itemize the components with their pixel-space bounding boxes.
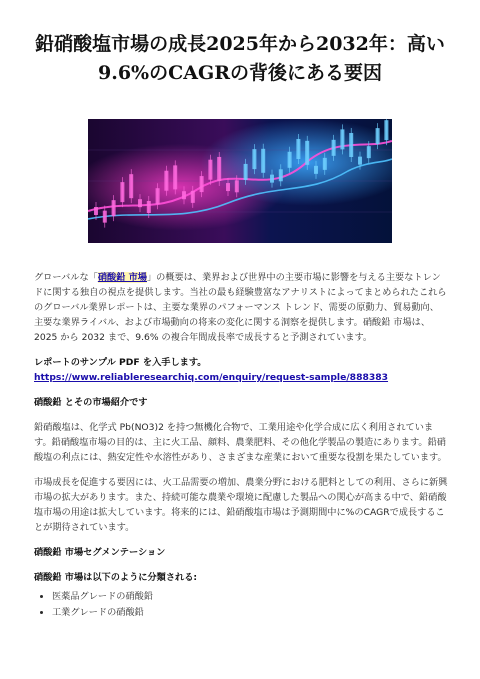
candle-body <box>112 200 116 216</box>
section-heading-intro: 硝酸鉛 とその市場紹介です <box>34 397 148 408</box>
segmentation-subheading: 硝酸鉛 市場は以下のように分類される: <box>34 572 198 583</box>
candle-body <box>288 152 292 168</box>
candle-body <box>252 149 256 169</box>
candle-body <box>226 183 230 191</box>
candle-body <box>147 201 151 213</box>
candle-body <box>173 165 177 189</box>
candle-body <box>279 169 283 181</box>
candle-body <box>332 140 336 156</box>
article-body <box>34 270 448 621</box>
candle-body <box>94 207 98 215</box>
candle-body <box>235 180 239 192</box>
hero-image <box>88 119 392 243</box>
candle-body <box>367 146 371 158</box>
sample-request <box>34 355 448 385</box>
candle-body <box>217 157 221 181</box>
candle-body <box>138 199 142 207</box>
candle-body <box>340 129 344 149</box>
section-heading-segmentation: 硝酸鉛 市場セグメンテーション <box>34 547 166 558</box>
candle-body <box>182 191 186 199</box>
candle-body <box>323 158 327 170</box>
candle-body <box>103 211 107 223</box>
sample-label: レポートのサンプル PDF を入手します。 <box>34 357 207 368</box>
candle-body <box>261 149 265 173</box>
section-paragraph-1: 鉛硝酸塩は、化学式 Pb(NO3)2 を持つ無機化合物で、工業用途や化学合成に広く利用されています。鉛硝酸塩市場の目的は、主に火工品、顔料、農業肥料、その他化学製品の製造にあります。鉛硝酸塩の利点には、熱安定性や水溶性があり、さまざまな産業において重要な役割を果たしています。 <box>34 422 447 463</box>
intro-paragraph: グローバルな「硝酸鉛 市場」の概要は、業界および世界中の主要市場に影響を与える主要なトレンドに関する独自の視点を提供します。当社の最も経験豊富なアナリストによってまとめられたこれらのグローバル業界レポートは、主要な業界のパフォーマンス トレンド、需要の原動力、貿易動向、主要な業界ライバル、および市場動向の将来の変化に関する洞察を提供します。硝酸鉛 市場は、2025 から 2032 まで、9.6% の複合年間成長率で成長すると予測されています。 <box>34 272 447 343</box>
candle-body <box>296 139 300 159</box>
candle-body <box>376 128 380 144</box>
section-paragraph-2: 市場成長を促進する要因には、火工品需要の増加、農業分野における肥料としての利用、さらに新興市場の拡大があります。また、持続可能な農業や環境に配慮した製品への関心が高まる中で、鉛硝酸塩市場の用途は拡大しています。将来的には、鉛硝酸塩市場は予測期間中に%のCAGRで成長することが期待されています。 <box>34 477 448 533</box>
candle-body <box>164 171 168 191</box>
candle-body <box>120 182 124 202</box>
candle-body <box>358 157 362 165</box>
candle-body <box>244 164 248 180</box>
candle-body <box>156 188 160 204</box>
candle-body <box>208 160 212 180</box>
page-title: 鉛硝酸塩市場の成長2025年から2032年：高い9.6%のCAGRの背後にある要因 <box>35 33 445 84</box>
candle-body <box>129 174 133 198</box>
sample-link[interactable]: https://www.reliableresearchiq.com/enquiry/request-sample/888383 <box>34 372 389 383</box>
list-item: • 医薬品グレードの硝酸鉛 <box>52 589 448 605</box>
candle-body <box>305 141 309 165</box>
candle-body <box>349 133 353 157</box>
candle-body <box>200 176 204 192</box>
stock-chart-illustration <box>88 119 392 243</box>
candle-body <box>384 120 388 140</box>
candle-body <box>191 191 195 203</box>
segmentation-list <box>34 589 448 621</box>
candle-body <box>270 175 274 183</box>
market-link[interactable]: 硝酸鉛 市場 <box>97 272 147 283</box>
candle-body <box>314 166 318 174</box>
list-item: • 工業グレードの硝酸鉛 <box>52 605 448 621</box>
